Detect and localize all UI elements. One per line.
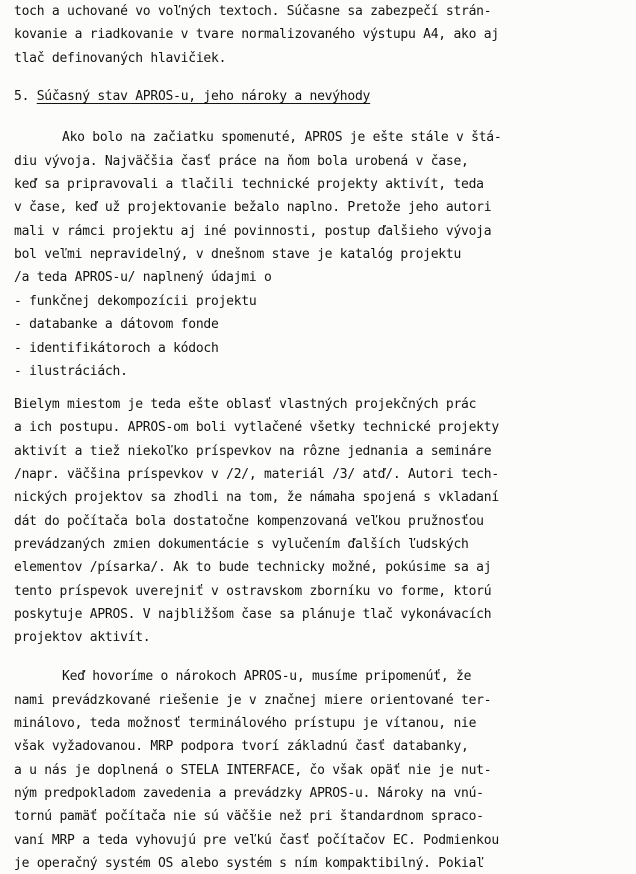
paragraph-line: nami prevádzkované riešenie je v značnej miere orientované ter- bbox=[14, 692, 492, 708]
paragraph-line: elementov /písarka/. Ak to bude technicky možné, pokúsime sa aj bbox=[14, 560, 492, 576]
paragraph-line: keď sa pripravovali a tlačili technické projekty aktivít, teda bbox=[14, 177, 484, 192]
section-title: Súčasný stav APROS-u, jeho nároky a nevýhody bbox=[36, 88, 371, 104]
intro-line: toch a uchované vo voľných textoch. Súčasne sa zabezpečí strán- bbox=[14, 3, 492, 19]
paragraph-line: je operačný systém OS alebo systém s ním kompaktibilný. Pokiaľ bbox=[14, 856, 484, 871]
paragraph-line: nických projektov sa zhodli na tom, že námaha spojená s vkladaní bbox=[14, 490, 499, 506]
list-item: - databanke a dátovom fonde bbox=[14, 317, 219, 333]
intro-line: tlač definovaných hlavičiek. bbox=[14, 50, 227, 66]
paragraph-line: ným predpokladom zavedenia a prevádzky APROS-u. Nároky na vnú- bbox=[14, 786, 484, 801]
paragraph-line: prevádzaných zmien dokumentácie s vylučením ďalších ľudských bbox=[14, 536, 469, 552]
paragraph-line: projektov aktivít. bbox=[14, 630, 151, 646]
paragraph-line: tento príspevok uverejniť v ostravskom zborníku vo forme, ktorú bbox=[14, 583, 492, 599]
paragraph-line: /napr. väčšina príspevkov v /2/, materiál /3/ atď/. Autori tech- bbox=[14, 466, 499, 482]
paragraph-line: dát do počítača bola dostatočne kompenzovaná veľkou pružnosťou bbox=[14, 513, 484, 529]
section-number: 5. bbox=[14, 88, 30, 104]
paragraph-line: Ako bolo na začiatku spomenuté, APROS je ešte stále v štá- bbox=[62, 130, 502, 146]
intro-line: kovanie a riadkovanie v tvare normalizovaného výstupu A4, ako aj bbox=[14, 27, 499, 43]
paragraph-line: aktivít a tiež niekoľko príspevkov na rôzne jednania a semináre bbox=[14, 443, 492, 459]
list-item: - ilustráciách. bbox=[14, 363, 128, 379]
paragraph-line: diu vývoja. Najväčšia časť práce na ňom bola urobená v čase, bbox=[14, 153, 469, 169]
list-item: - identifikátoroch a kódoch bbox=[14, 340, 219, 356]
list-item: - funkčnej dekompozícii projektu bbox=[14, 293, 257, 309]
paragraph-line: minálovo, teda možnosť terminálového prístupu je vítanou, nie bbox=[14, 715, 477, 731]
paragraph-line: bol veľmi nepravidelný, v dnešnom stave je katalóg projektu bbox=[14, 247, 462, 263]
paragraph-line: Bielym miestom je teda ešte oblasť vlastných projekčných prác bbox=[14, 396, 477, 412]
paragraph-line: mali v rámci projektu aj iné povinnosti, postup ďalšieho vývoja bbox=[14, 223, 492, 239]
paragraph-line: však vyžadovanou. MRP podpora tvorí základnú časť databanky, bbox=[14, 739, 469, 755]
paragraph-line: v čase, keď už projektovanie bežalo naplno. Pretože jeho autori bbox=[14, 200, 492, 216]
paragraph-line: poskytuje APROS. V najbližšom čase sa plánuje tlač vykonávacích bbox=[14, 607, 492, 622]
paragraph-line: vaní MRP a teda vyhovujú pre veľkú časť počítačov EC. Podmienkou bbox=[14, 832, 499, 848]
paragraph-line: /a teda APROS-u/ naplnený údajmi o bbox=[14, 270, 272, 286]
paragraph-line: a ich postupu. APROS-om boli vytlačené všetky technické projekty bbox=[14, 420, 499, 436]
paragraph-line: tornú pamäť počítača nie sú väčšie než pri štandardnom spraco- bbox=[14, 809, 484, 825]
paragraph-line: a u nás je doplnená o STELA INTERFACE, čo však opäť nie je nut- bbox=[14, 762, 492, 778]
paragraph-line: Keď hovoríme o nárokoch APROS-u, musíme pripomenúť, že bbox=[62, 669, 472, 685]
section-heading bbox=[14, 89, 370, 105]
